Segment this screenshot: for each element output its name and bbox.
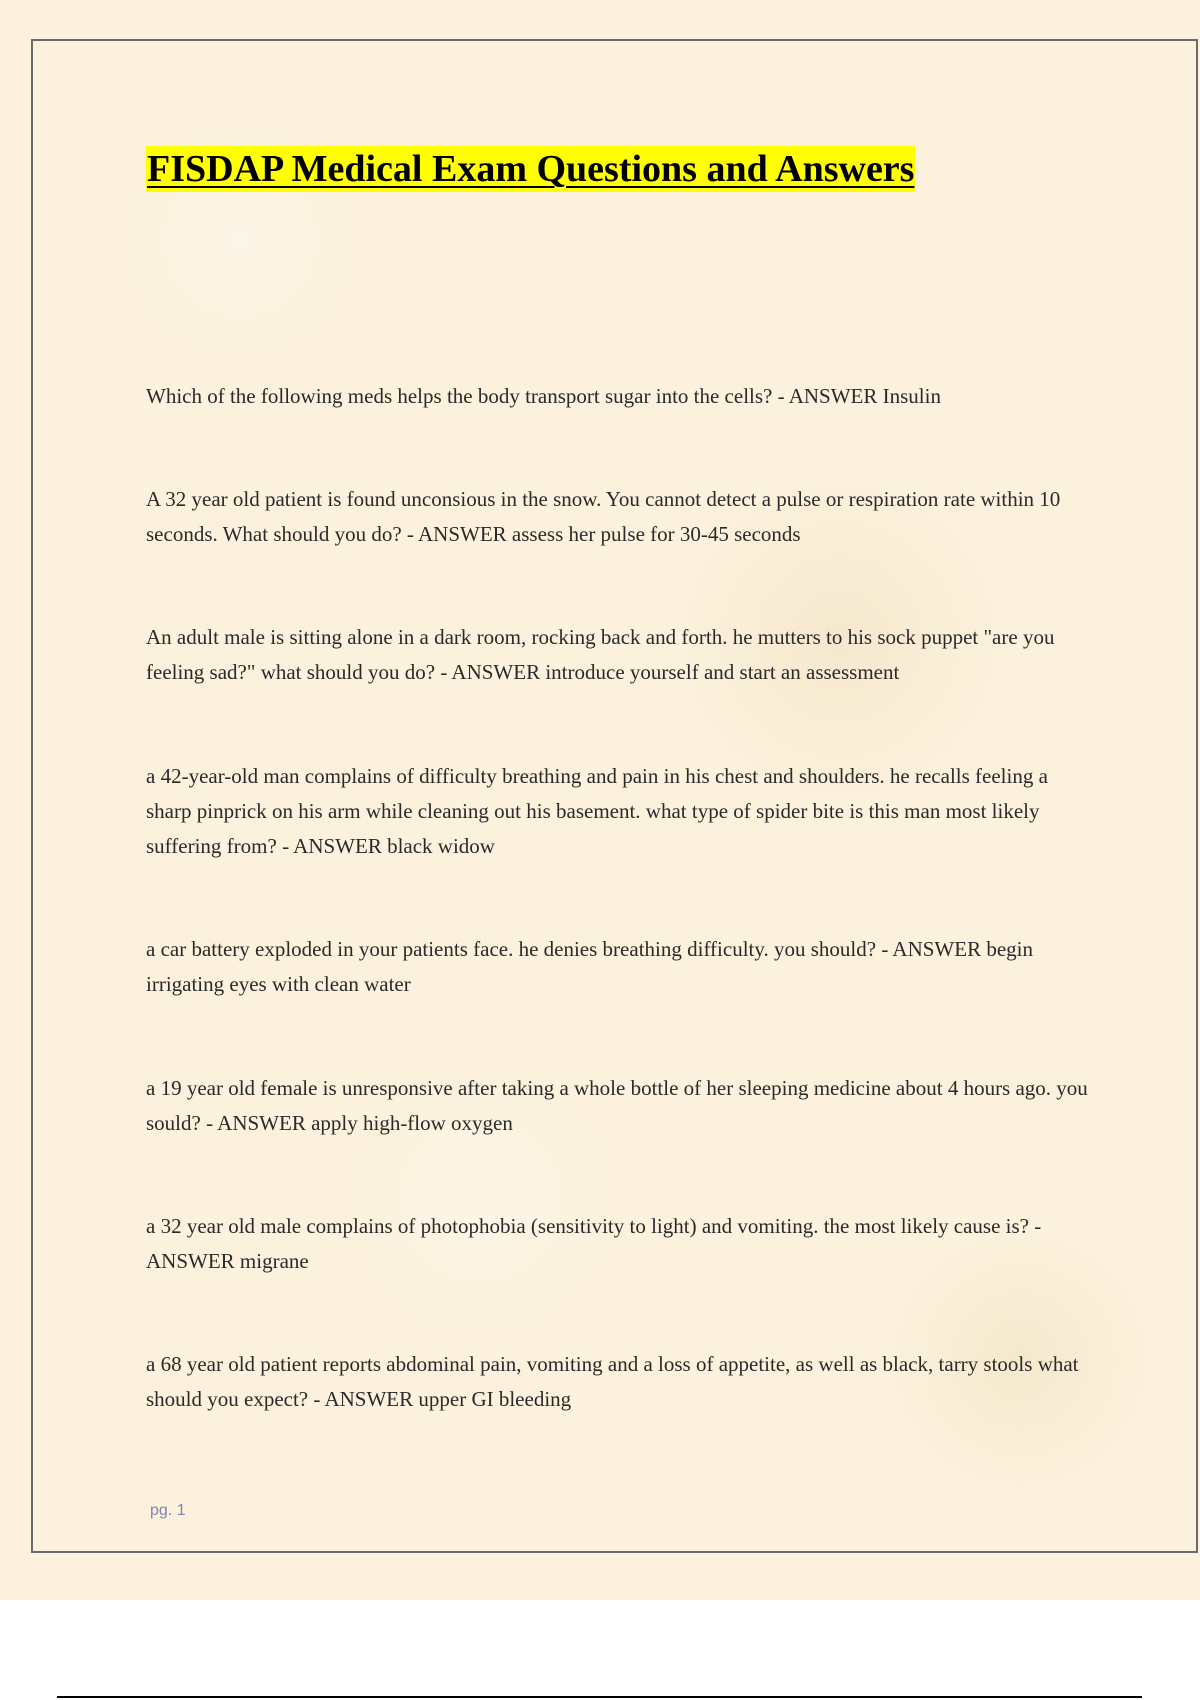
qa-item-2: A 32 year old patient is found unconsious in the snow. You cannot detect a pulse or respiration rate within 10 seconds. What should you do? - ANSWER assess her pulse for 30-45 seconds <box>146 487 1061 546</box>
qa-item-5: a car battery exploded in your patients face. he denies breathing difficulty. you should? - ANSWER begin irrigating eyes with clean water <box>146 937 1033 996</box>
document-title: FISDAP Medical Exam Questions and Answers <box>147 148 915 190</box>
page-number: pg. 1 <box>150 1502 186 1519</box>
qa-item-7: a 32 year old male complains of photophobia (sensitivity to light) and vomiting. the most likely cause is? - ANSWER migrane <box>146 1214 1042 1273</box>
qa-item-6: a 19 year old female is unresponsive after taking a whole bottle of her sleeping medicine about 4 hours ago. you sould? - ANSWER apply high-flow oxygen <box>146 1076 1088 1135</box>
qa-item-4: a 42-year-old man complains of difficulty breathing and pain in his chest and shoulders. he recalls feeling a sharp pinprick on his arm while cleaning out his basement. what type of spider bite is this man most likely suffering from? - ANSWER black widow <box>146 764 1048 858</box>
footer-divider <box>57 1696 1142 1698</box>
qa-item-1: Which of the following meds helps the body transport sugar into the cells? - ANSWER Insulin <box>146 384 941 408</box>
qa-item-3: An adult male is sitting alone in a dark room, rocking back and forth. he mutters to his sock puppet "are you feeling sad?" what should you do? - ANSWER introduce yourself and start an assessment <box>146 625 1055 684</box>
qa-item-8: a 68 year old patient reports abdominal pain, vomiting and a loss of appetite, as well as black, tarry stools what should you expect? - ANSWER upper GI bleeding <box>146 1352 1079 1411</box>
